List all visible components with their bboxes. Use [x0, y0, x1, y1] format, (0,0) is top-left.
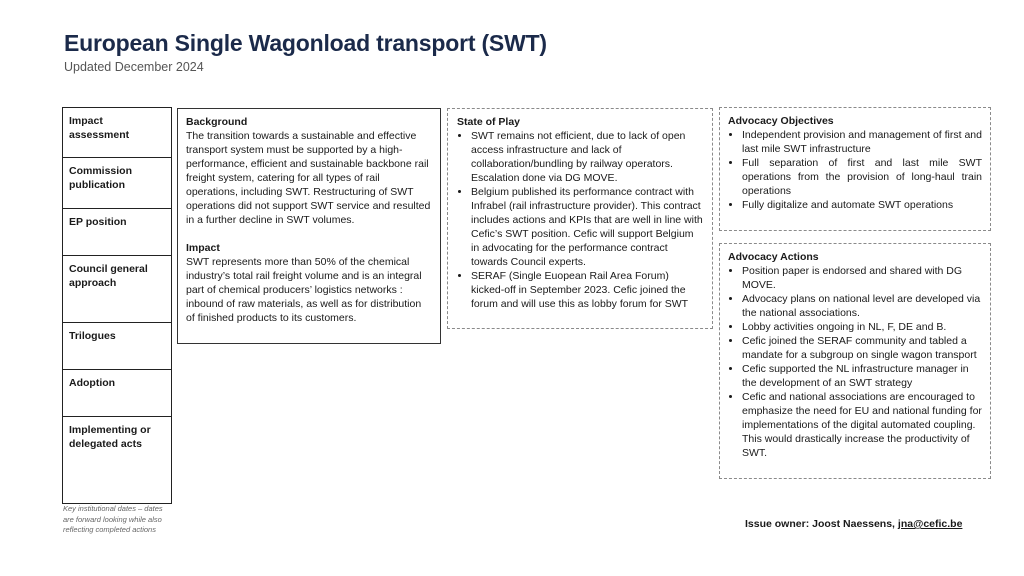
list-item: • Advocacy plans on national level are developed via the national associations. — [742, 292, 982, 320]
list-item: • Belgium published its performance contract with Infrabel (rail infrastructure provider). This contract includes actions and KPIs that are well in line with Cefic’s SWT position. Cefic will support Belgium in advocating for the performance contract towards Council experts. — [471, 185, 704, 269]
list-item: • Position paper is endorsed and shared with DG MOVE. — [742, 264, 982, 292]
issue-owner-label: Issue owner: Joost Naessens, — [745, 518, 898, 530]
stages-note: Key institutional dates – dates are forward looking while also reflecting completed actions — [63, 504, 163, 534]
owner-email-link[interactable]: jna@cefic.be — [897, 518, 963, 530]
state-of-play-list — [457, 129, 704, 311]
list-item: • Fully digitalize and automate SWT operations — [742, 198, 982, 212]
state-of-play-box — [447, 108, 713, 329]
page-subtitle: Updated December 2024 — [64, 60, 204, 74]
impact-text: SWT represents more than 50% of the chemical industry’s total rail freight volume and is an integral part of chemical producers’ logistics networks : inbound of raw materials, as well as for distribution of finished products to its customers. — [186, 256, 422, 324]
stage-trilogues: Trilogues — [63, 323, 171, 370]
advocacy-objectives-list — [728, 128, 982, 212]
list-item: • Cefic and national associations are encouraged to emphasize the need for EU and national funding for implementations of the digital automated coupling. This would drastically increase the productivity of SWT. — [742, 390, 982, 460]
page-title: European Single Wagonload transport (SWT) — [64, 30, 547, 56]
stage-implementing-acts: Implementing or delegated acts — [69, 424, 151, 450]
advocacy-actions-box — [719, 243, 991, 479]
list-item: • Cefic joined the SERAF community and tabled a mandate for a subgroup on single wagon transport — [742, 334, 982, 362]
stage-council-general-approach: Council general approach — [63, 256, 171, 323]
advocacy-objectives-heading: Advocacy Objectives — [728, 115, 834, 127]
list-item: • Full separation of first and last mile SWT operations from the provision of long-haul train operations — [742, 156, 982, 198]
list-item: • SERAF (Single Euopean Rail Area Forum) kicked-off in September 2023. Cefic joined the forum and will use this as lobby forum for SWT — [471, 269, 704, 311]
list-item: • SWT remains not efficient, due to lack of open access infrastructure and lack of collaboration/bundling by railway operators. Escalation done via DG MOVE. — [471, 129, 704, 185]
stages-timeline — [62, 107, 172, 504]
issue-owner — [745, 518, 962, 530]
list-item: • Cefic supported the NL infrastructure manager in the development of an SWT strategy — [742, 362, 982, 390]
list-item: • Independent provision and management of first and last mile SWT infrastructure — [742, 128, 982, 156]
impact-heading: Impact — [186, 242, 220, 254]
advocacy-objectives-box — [719, 107, 991, 231]
background-box — [177, 108, 441, 344]
advocacy-actions-list — [728, 264, 982, 460]
background-text: The transition towards a sustainable and effective transport system must be supported by a high-performance, efficient and sustainable backbone rail freight system, catering for all types of rail operations, including SWT. Restructuring of SWT operations did not support SWT service and resulted in a further decline in SWT volumes. — [186, 130, 431, 226]
stage-ep-position: EP position — [63, 209, 171, 256]
advocacy-actions-heading: Advocacy Actions — [728, 251, 819, 263]
stage-adoption: Adoption — [63, 370, 171, 417]
state-of-play-heading: State of Play — [457, 116, 521, 128]
list-item: • Lobby activities ongoing in NL, F, DE and B. — [742, 320, 982, 334]
stage-commission-publication: Commission publication — [63, 158, 171, 209]
stage-impact-assessment: Impact assessment — [63, 108, 171, 158]
background-heading: Background — [186, 116, 248, 128]
